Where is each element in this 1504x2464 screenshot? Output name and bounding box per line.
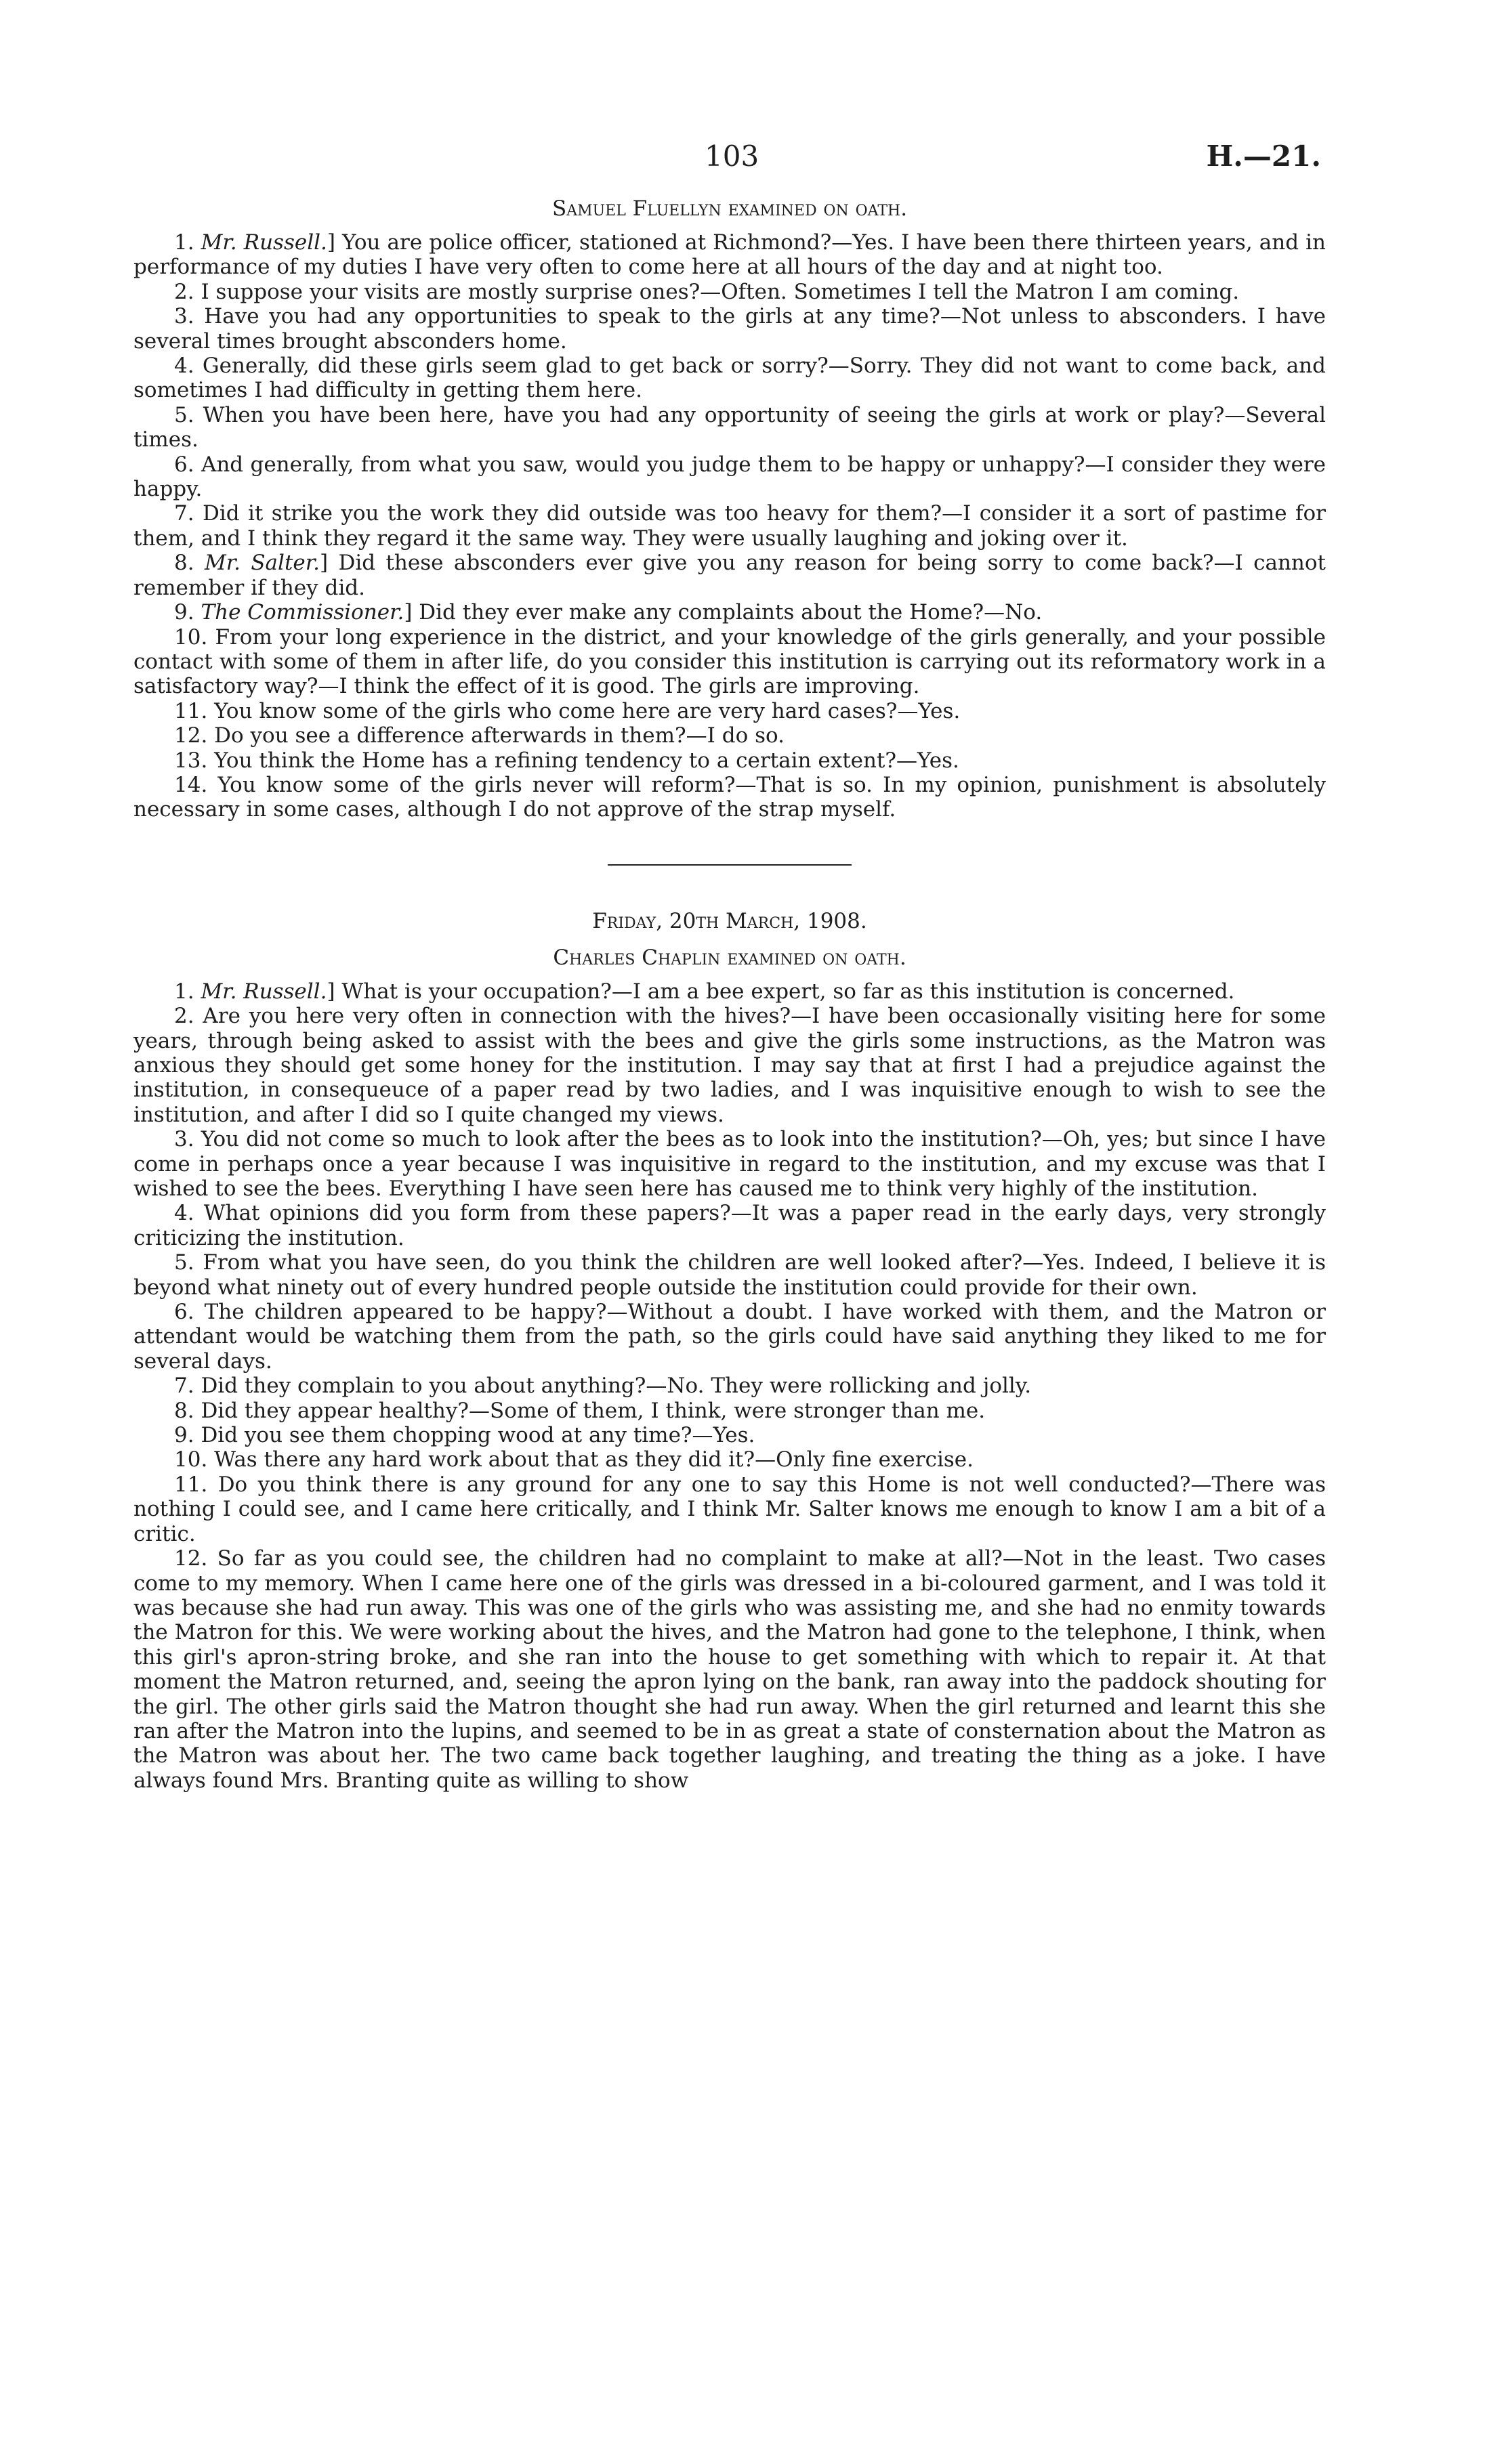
testimony-text: Do you see a difference afterwards in them?—I do so. <box>214 723 785 748</box>
testimony-paragraph <box>133 1127 1326 1201</box>
testimony-paragraph <box>133 501 1326 551</box>
testimony-text: From your long experience in the district, and your knowledge of the girls generally, and your possible contact with some of them in after life, do you consider this institution is carrying out its reformatory work in a satisfactory way?—I think the effect of it is good. The girls are improving. <box>133 624 1326 699</box>
testimony-paragraph <box>133 1447 1326 1472</box>
question-number: 3. <box>174 304 205 329</box>
testimony-paragraph <box>133 748 1326 773</box>
speaker-name: The Commissioner. <box>201 600 404 625</box>
testimony-text: And generally, from what you saw, would you judge them to be happy or unhappy?—I consider they were happy. <box>133 452 1326 502</box>
testimony-paragraph <box>133 1546 1326 1793</box>
question-number: 13. <box>174 748 215 773</box>
testimony-paragraph <box>133 1399 1326 1423</box>
question-number: 10. <box>174 1447 215 1472</box>
question-number: 7. <box>174 1374 201 1399</box>
question-number: 1. <box>174 230 201 255</box>
question-number: 2. <box>174 1004 203 1029</box>
testimony-paragraph <box>133 773 1326 822</box>
question-number: 5. <box>174 402 203 427</box>
question-number: 6. <box>174 1300 205 1325</box>
question-number: 9. <box>174 1423 201 1448</box>
testimony-text: ] Did these absconders ever give you any reason for being sorry to come back?—I cannot remember if they did. <box>133 551 1326 600</box>
section-divider <box>608 864 852 866</box>
testimony-text: So far as you could see, the children had no complaint to make at all?—Not in the least. Two cases come to my memory. When I came here one of the girls was dressed in a bi-coloured garment, and I was told it was because she had run away. This was one of the girls who was assisting me, and she had no enmity towards the Matron for this. We were working about the hives, and the Matron had gone to the telephone, I think, when this girl's apron-string broke, and she ran into the house to get something with which to repair it. At that moment the Matron returned, and, seeing the apron lying on the bank, ran away into the paddock shouting for the girl. The other girls said the Matron thought she had run away. When the girl returned and learnt this she ran after the Matron into the lupins, and seemed to be in as great a state of consternation about the Matron as the Matron was about her. The two came back together laughing, and treating the thing as a joke. I have always found Mrs. Branting quite as willing to show <box>133 1546 1326 1793</box>
question-number: 12. <box>174 1546 217 1571</box>
testimony-text: Did it strike you the work they did outside was too heavy for them?—I consider it a sort of pastime for them, and I think they regard it the same way. They were usually laughing and joking over it. <box>133 501 1326 551</box>
testimony-paragraph <box>133 600 1326 624</box>
testimony-text: Are you here very often in connection with the hives?—I have been occasionally visiting here for some years, through being asked to assist with the bees and give the girls some instructions, as the Matron was anxious they should get some honey for the institution. I may say that at first I had a prejudice against the institution, in consequeuce of a paper read by two ladies, and I was inquisitive enough to wish to see the institution, and after I did so I quite changed my views. <box>133 1004 1327 1127</box>
testimony-chaplin <box>133 979 1326 1793</box>
testimony-paragraph <box>133 723 1326 748</box>
question-number: 8. <box>174 1398 201 1423</box>
question-number: 6. <box>174 452 201 477</box>
testimony-text: You know some of the girls who come here are very hard cases?—Yes. <box>214 698 961 723</box>
testimony-text: You did not come so much to look after the bees as to look into the institution?—Oh, yes; but since I have come in perhaps once a year because I was inquisitive in regard to the institution, and my excuse was that I wished to see the bees. Everything I have seen here has caused me to think very highly of the institution. <box>133 1127 1327 1201</box>
question-number: 11. <box>174 698 215 723</box>
testimony-paragraph <box>133 1004 1326 1127</box>
speaker-name: Mr. Russell. <box>201 979 327 1004</box>
testimony-text: Did they appear healthy?—Some of them, I think, were stronger than me. <box>201 1398 986 1423</box>
document-body <box>133 196 1326 1793</box>
question-number: 12. <box>174 723 215 748</box>
question-number: 3. <box>174 1127 201 1152</box>
testimony-paragraph <box>133 230 1326 280</box>
testimony-text: Have you had any opportunities to speak to the girls at any time?—Not unless to absconders. I have several times brought absconders home. <box>133 304 1326 354</box>
testimony-text: ] What is your occupation?—I am a bee expert, so far as this institution is concerned. <box>327 979 1235 1004</box>
testimony-text: Do you think there is any ground for any one to say this Home is not well conducted?—There was nothing I could see, and I came here critically, and I think Mr. Salter knows me enough to know I am a bit of a critic. <box>133 1472 1327 1546</box>
question-number: 9. <box>174 600 201 625</box>
testimony-paragraph <box>133 979 1326 1004</box>
testimony-paragraph <box>133 1472 1326 1546</box>
testimony-paragraph <box>133 1423 1326 1447</box>
question-number: 10. <box>174 624 215 650</box>
testimony-paragraph <box>133 1374 1326 1398</box>
testimony-text: The children appeared to be happy?—Without a doubt. I have worked with them, and the Matron or attendant would be watching them from the path, so the girls could have said anything they liked to me for several days. <box>133 1300 1326 1374</box>
question-number: 4. <box>174 1201 204 1226</box>
question-number: 7. <box>174 501 203 526</box>
question-number: 5. <box>174 1250 203 1275</box>
testimony-text: ] Did they ever make any complaints about the Home?—No. <box>404 600 1043 625</box>
date-heading: Friday, 20th March, 1908. <box>592 908 867 933</box>
testimony-fluellyn <box>133 230 1326 822</box>
testimony-paragraph <box>133 1300 1326 1374</box>
testimony-paragraph <box>133 551 1326 600</box>
testimony-paragraph <box>133 354 1326 403</box>
testimony-text: From what you have seen, do you think the children are well looked after?—Yes. Indeed, I believe it is beyond what ninety out of every hundred people outside the institution could provide for their own. <box>133 1250 1326 1300</box>
question-number: 2. <box>174 279 201 304</box>
question-number: 1. <box>174 979 201 1004</box>
testimony-paragraph <box>133 1201 1326 1250</box>
testimony-text: You know some of the girls never will reform?—That is so. In my opinion, punishment is absolutely necessary in some cases, although I do not approve of the strap myself. <box>133 772 1327 822</box>
question-number: 4. <box>174 354 203 379</box>
testimony-text: ] You are police officer, stationed at Richmond?—Yes. I have been there thirteen years, and in performance of my duties I have very often to come here at all hours of the day and at night too. <box>133 230 1326 280</box>
testimony-paragraph <box>133 699 1326 723</box>
testimony-text: I suppose your visits are mostly surprise ones?—Often. Sometimes I tell the Matron I am coming. <box>201 279 1240 304</box>
question-number: 8. <box>174 551 205 576</box>
page-number: 103 <box>705 140 759 173</box>
testimony-paragraph <box>133 403 1326 452</box>
testimony-text: Did you see them chopping wood at any time?—Yes. <box>201 1423 755 1448</box>
question-number: 14. <box>174 772 218 797</box>
testimony-text: Did they complain to you about anything?—No. They were rollicking and jolly. <box>201 1374 1032 1399</box>
page-header <box>0 140 1504 180</box>
testimony-paragraph <box>133 280 1326 304</box>
witness-heading-chaplin: Charles Chaplin examined on oath. <box>553 945 906 970</box>
question-number: 11. <box>174 1472 218 1497</box>
testimony-text: Generally, did these girls seem glad to get back or sorry?—Sorry. They did not want to come back, and sometimes I had difficulty in getting them here. <box>133 354 1326 403</box>
speaker-name: Mr. Salter. <box>204 551 320 576</box>
witness-heading-fluellyn: Samuel Fluellyn examined on oath. <box>551 196 908 221</box>
testimony-paragraph <box>133 304 1326 354</box>
testimony-text: What opinions did you form from these papers?—It was a paper read in the early days, very strongly criticizing the institution. <box>133 1201 1327 1250</box>
document-reference: H.—21. <box>1206 140 1321 173</box>
testimony-text: You think the Home has a refining tendency to a certain extent?—Yes. <box>214 748 959 773</box>
testimony-text: When you have been here, have you had any opportunity of seeing the girls at work or play?—Several times. <box>133 402 1326 452</box>
testimony-paragraph <box>133 452 1326 502</box>
speaker-name: Mr. Russell. <box>201 230 327 255</box>
testimony-text: Was there any hard work about that as they did it?—Only fine exercise. <box>214 1447 974 1472</box>
testimony-paragraph <box>133 1250 1326 1300</box>
testimony-paragraph <box>133 625 1326 699</box>
